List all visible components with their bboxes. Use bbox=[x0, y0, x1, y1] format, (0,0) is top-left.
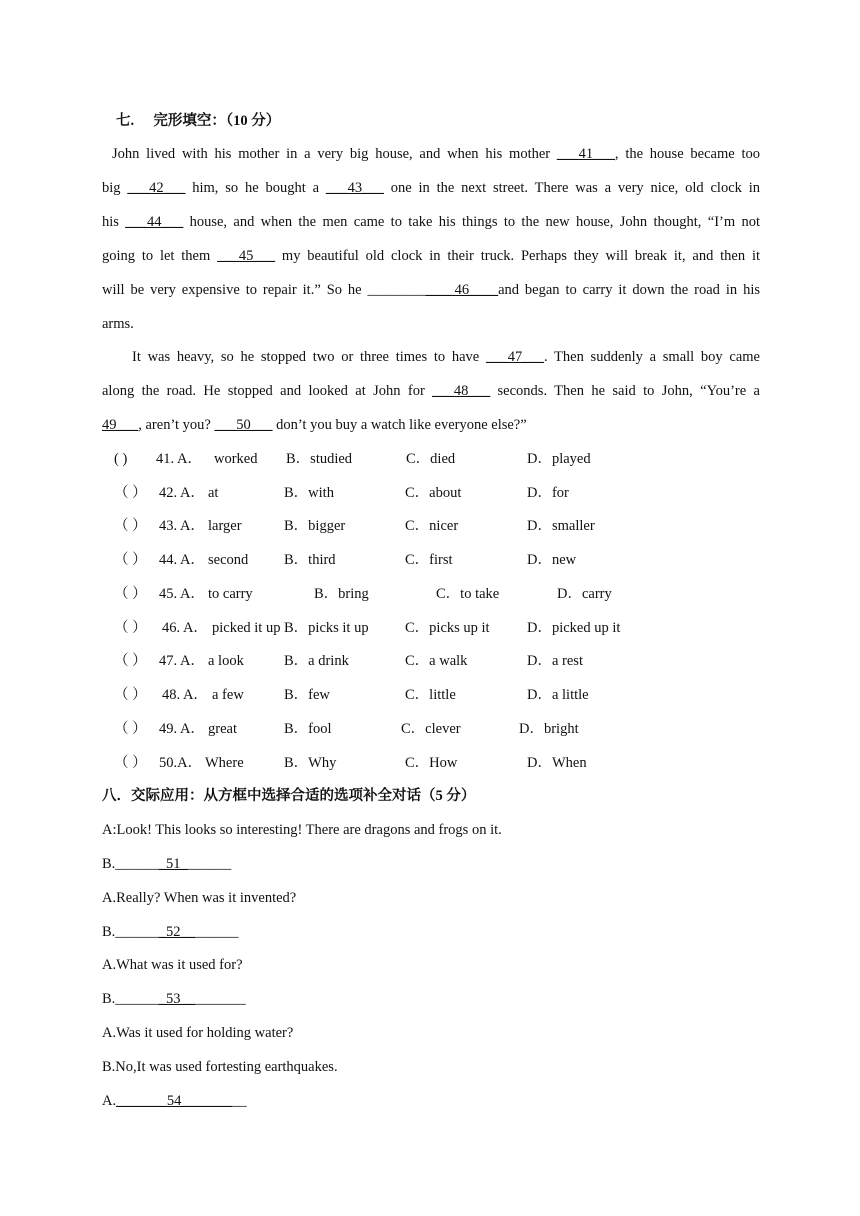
blank-51[interactable]: _51_ bbox=[158, 856, 188, 872]
option-d[interactable]: D．played bbox=[527, 451, 591, 467]
passage-line: will be very expensive to repair it.” So he ____________46____and began to carry it down the road in his bbox=[102, 282, 760, 298]
dialogue-line: A.Really? When was it invented? bbox=[102, 890, 297, 906]
dialogue-line: A.Was it used for holding water? bbox=[102, 1025, 294, 1041]
option-a[interactable]: larger bbox=[208, 518, 242, 534]
dialogue-line: B._______53_________ bbox=[102, 991, 246, 1007]
blank-41[interactable]: ___41___ bbox=[556, 146, 615, 162]
blank-48[interactable]: ___48___ bbox=[432, 383, 491, 399]
option-a[interactable]: great bbox=[208, 721, 237, 737]
option-d[interactable]: D．new bbox=[527, 552, 577, 568]
question-item bbox=[114, 449, 760, 469]
option-c[interactable]: C．first bbox=[405, 552, 453, 568]
option-c[interactable]: C．died bbox=[406, 451, 456, 467]
question-item bbox=[114, 685, 760, 705]
question-item bbox=[114, 483, 760, 503]
answer-paren[interactable]: （ ） bbox=[114, 755, 147, 771]
question-number: 48. A． bbox=[162, 687, 208, 703]
question-item bbox=[114, 584, 760, 604]
option-d[interactable]: D．picked up it bbox=[527, 620, 621, 636]
option-a[interactable]: at bbox=[208, 485, 219, 501]
option-d[interactable]: D．smaller bbox=[527, 518, 595, 534]
option-a[interactable]: to carry bbox=[208, 586, 253, 602]
question-item bbox=[114, 719, 760, 739]
option-b[interactable]: B．Why bbox=[284, 755, 337, 771]
answer-paren[interactable]: （ ） bbox=[114, 687, 147, 703]
section-8-heading: 八．交际应用：从方框中选择合适的选项补全对话（5 分） bbox=[102, 788, 476, 804]
option-c[interactable]: C．a walk bbox=[405, 653, 468, 669]
question-item bbox=[114, 753, 760, 773]
option-d[interactable]: D．a rest bbox=[527, 653, 583, 669]
option-b[interactable]: B．third bbox=[284, 552, 336, 568]
option-c[interactable]: C．to take bbox=[436, 586, 500, 602]
answer-paren[interactable]: （ ） bbox=[114, 721, 147, 737]
option-c[interactable]: C．nicer bbox=[405, 518, 459, 534]
option-c[interactable]: C．clever bbox=[401, 721, 461, 737]
option-c[interactable]: C．little bbox=[405, 687, 456, 703]
option-b[interactable]: B．a drink bbox=[284, 653, 349, 669]
dialogue-line: A._______54_________ bbox=[102, 1093, 247, 1109]
passage-line: going to let them ___45___ my beautiful old clock in their truck. Perhaps they will break it, and then it bbox=[102, 248, 760, 264]
question-number: 45. A． bbox=[159, 586, 205, 602]
option-b[interactable]: B．picks it up bbox=[284, 620, 369, 636]
blank-46[interactable]: ____46____ bbox=[425, 282, 499, 298]
option-d[interactable]: D．a little bbox=[527, 687, 589, 703]
option-a[interactable]: a few bbox=[212, 687, 244, 703]
blank-50[interactable]: ___50___ bbox=[214, 417, 273, 433]
question-item bbox=[114, 550, 760, 570]
option-b[interactable]: B．fool bbox=[284, 721, 332, 737]
answer-paren[interactable]: ( ) bbox=[114, 451, 128, 467]
blank-45[interactable]: ___45___ bbox=[217, 248, 276, 264]
passage-line: It was heavy, so he stopped two or three times to have ___47___. Then suddenly a small boy came bbox=[132, 349, 760, 365]
question-number: 44. A． bbox=[159, 552, 205, 568]
passage-line: big ___42___ him, so he bought a ___43___ one in the next street. There was a very nice, old clock in bbox=[102, 180, 760, 196]
option-b[interactable]: B．studied bbox=[286, 451, 353, 467]
option-c[interactable]: C．How bbox=[405, 755, 458, 771]
question-number: 42. A． bbox=[159, 485, 205, 501]
question-item bbox=[114, 516, 760, 536]
dialogue-line: A:Look! This looks so interesting! There are dragons and frogs on it. bbox=[102, 822, 502, 838]
question-item bbox=[114, 651, 760, 671]
question-number: 41. A． bbox=[156, 451, 202, 467]
option-a[interactable]: second bbox=[208, 552, 249, 568]
blank-53[interactable]: _53__ bbox=[158, 991, 196, 1007]
passage-line: arms. bbox=[102, 316, 134, 332]
question-number: 49. A． bbox=[159, 721, 205, 737]
answer-paren[interactable]: （ ） bbox=[114, 552, 147, 568]
dialogue-line: B.No,It was used fortesting earthquakes. bbox=[102, 1059, 338, 1075]
option-b[interactable]: B．with bbox=[284, 485, 334, 501]
option-a[interactable]: worked bbox=[214, 451, 258, 467]
section-title: 完形填空：（10 分） bbox=[153, 113, 281, 129]
blank-54[interactable]: _______54_______ bbox=[116, 1093, 233, 1109]
question-number: 47. A． bbox=[159, 653, 205, 669]
answer-paren[interactable]: （ ） bbox=[114, 653, 147, 669]
option-b[interactable]: B．bring bbox=[314, 586, 369, 602]
option-c[interactable]: C．about bbox=[405, 485, 462, 501]
blank-44[interactable]: ___44___ bbox=[125, 214, 184, 230]
option-a[interactable]: picked it up bbox=[212, 620, 281, 636]
question-number: 46. A． bbox=[162, 620, 208, 636]
answer-paren[interactable]: （ ） bbox=[114, 586, 147, 602]
blank-42[interactable]: ___42___ bbox=[127, 180, 186, 196]
option-c[interactable]: C．picks up it bbox=[405, 620, 490, 636]
option-d[interactable]: D．for bbox=[527, 485, 569, 501]
option-a[interactable]: a look bbox=[208, 653, 244, 669]
option-b[interactable]: B．bigger bbox=[284, 518, 346, 534]
section-7-heading bbox=[116, 111, 280, 131]
passage-line: his ___44___ house, and when the men came to take his things to the new house, John thought, “I’m not bbox=[102, 214, 760, 230]
option-b[interactable]: B．few bbox=[284, 687, 330, 703]
question-item bbox=[114, 618, 760, 638]
blank-52[interactable]: _52__ bbox=[158, 924, 196, 940]
blank-43[interactable]: ___43___ bbox=[325, 180, 384, 196]
option-d[interactable]: D．When bbox=[527, 755, 587, 771]
passage-line: John lived with his mother in a very big house, and when his mother ___41___, the house became too bbox=[112, 146, 760, 162]
blank-47[interactable]: ___47___ bbox=[485, 349, 544, 365]
dialogue-line: A.What was it used for? bbox=[102, 957, 243, 973]
dialogue-line: B._______52________ bbox=[102, 924, 239, 940]
question-number: 50.A． bbox=[159, 755, 203, 771]
option-a[interactable]: Where bbox=[205, 755, 244, 771]
blank-49[interactable]: 49___ bbox=[102, 417, 139, 433]
dialogue-line: B._______51_______ bbox=[102, 856, 232, 872]
answer-paren[interactable]: （ ） bbox=[114, 518, 147, 534]
option-d[interactable]: D．carry bbox=[557, 586, 612, 602]
passage-line: 49___, aren’t you? ___50___ don’t you buy a watch like everyone else?” bbox=[102, 417, 527, 433]
option-d[interactable]: D．bright bbox=[519, 721, 579, 737]
question-number: 43. A． bbox=[159, 518, 205, 534]
answer-paren[interactable]: （ ） bbox=[114, 485, 147, 501]
passage-line: along the road. He stopped and looked at John for ___48___ seconds. Then he said to John, “You’re a bbox=[102, 383, 760, 399]
section-number: 七. bbox=[116, 113, 135, 129]
answer-paren[interactable]: （ ） bbox=[114, 620, 147, 636]
